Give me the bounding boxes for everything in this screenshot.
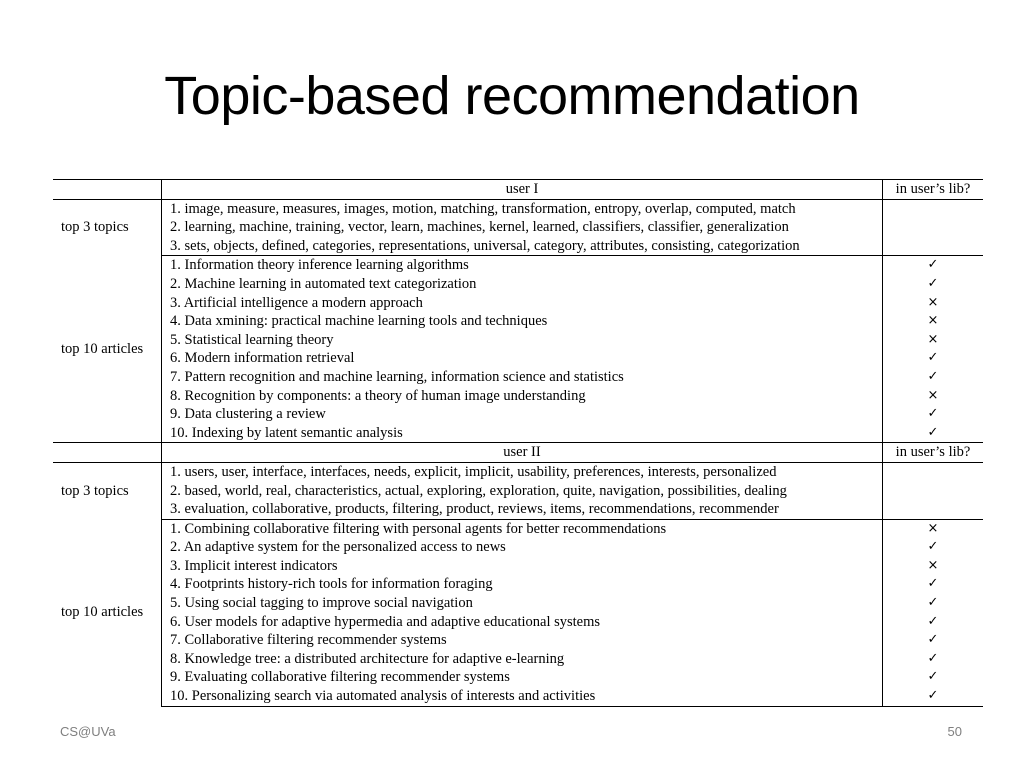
recommendation-table	[53, 179, 983, 707]
topic-text: 2. based, world, real, characteristics, actual, exploring, exploration, quite, navigation, possibilities, dealing	[170, 482, 787, 499]
cross-mark-icon: ×	[883, 312, 984, 331]
article-row	[53, 294, 983, 313]
topic-lib-cell	[883, 500, 984, 519]
topic-lib-cell	[883, 218, 984, 237]
articles-label: top 10 articles	[53, 256, 162, 443]
check-mark-icon: ✓	[883, 538, 984, 557]
topic-text: 1. image, measure, measures, images, motion, matching, transformation, entropy, overlap, computed, match	[170, 200, 796, 217]
article-title: 1. Information theory inference learning algorithms	[170, 257, 469, 274]
article-title: 10. Indexing by latent semantic analysis	[162, 424, 883, 443]
check-mark-icon: ✓	[883, 594, 984, 613]
article-row	[53, 594, 983, 613]
footer-label: CS@UVa	[60, 724, 116, 739]
article-row	[53, 613, 983, 632]
topic-text: 3. sets, objects, defined, categories, representations, universal, category, attributes, consisting, categorization	[162, 237, 883, 256]
slide-title: Topic-based recommendation	[164, 66, 860, 126]
article-row	[53, 331, 983, 350]
article-title: 10. Personalizing search via automated analysis of interests and activities	[162, 687, 883, 706]
article-title: 8. Recognition by components: a theory of human image understanding	[170, 387, 586, 404]
article-row	[53, 387, 983, 406]
check-mark-icon: ✓	[883, 613, 984, 632]
article-row	[53, 538, 983, 557]
check-mark-icon: ✓	[883, 650, 984, 669]
check-mark-icon: ✓	[883, 256, 984, 275]
article-row	[53, 424, 983, 443]
page-number: 50	[947, 724, 962, 739]
article-title: 6. Modern information retrieval	[170, 350, 355, 367]
topic-text: 3. evaluation, collaborative, products, filtering, product, reviews, items, recommendations, recommender	[162, 500, 883, 519]
check-mark-icon: ✓	[883, 424, 984, 443]
topic-lib-cell	[883, 199, 984, 218]
article-row	[53, 256, 983, 275]
section-header-row	[53, 180, 983, 200]
article-row	[53, 349, 983, 368]
article-title: 2. An adaptive system for the personalized access to news	[170, 539, 506, 556]
topic-text: 1. users, user, interface, interfaces, needs, explicit, implicit, usability, preferences, interests, personalized	[170, 463, 777, 480]
topic-lib-cell	[883, 482, 984, 501]
article-row	[53, 519, 983, 538]
article-row	[53, 687, 983, 706]
cross-mark-icon: ×	[883, 557, 984, 576]
cross-mark-icon: ×	[883, 519, 984, 538]
check-mark-icon: ✓	[883, 275, 984, 294]
article-row	[53, 275, 983, 294]
in-lib-header: in user’s lib?	[883, 443, 984, 463]
topics-label: top 3 topics	[53, 462, 162, 519]
article-row	[53, 650, 983, 669]
article-title: 9. Evaluating collaborative filtering recommender systems	[170, 669, 510, 686]
article-title: 2. Machine learning in automated text categorization	[170, 275, 477, 292]
section-header-row	[53, 443, 983, 463]
article-row	[53, 312, 983, 331]
header-empty-cell	[53, 180, 162, 200]
article-row	[53, 631, 983, 650]
topics-label: top 3 topics	[53, 199, 162, 256]
check-mark-icon: ✓	[883, 631, 984, 650]
article-title: 9. Data clustering a review	[170, 406, 326, 423]
check-mark-icon: ✓	[883, 575, 984, 594]
article-title: 3. Implicit interest indicators	[170, 557, 338, 574]
article-title: 5. Using social tagging to improve social navigation	[170, 595, 473, 612]
article-row	[53, 557, 983, 576]
cross-mark-icon: ×	[883, 331, 984, 350]
check-mark-icon: ✓	[883, 349, 984, 368]
topic-lib-cell	[883, 237, 984, 256]
header-empty-cell	[53, 443, 162, 463]
topic-row	[53, 462, 983, 481]
articles-label: top 10 articles	[53, 519, 162, 706]
article-title: 1. Combining collaborative filtering with personal agents for better recommendations	[170, 520, 667, 537]
topic-lib-cell	[883, 462, 984, 481]
article-title: 7. Pattern recognition and machine learning, information science and statistics	[170, 368, 624, 385]
user-header: user I	[162, 180, 883, 200]
article-title: 3. Artificial intelligence a modern approach	[170, 294, 423, 311]
article-title: 4. Data xmining: practical machine learning tools and techniques	[170, 313, 548, 330]
check-mark-icon: ✓	[883, 368, 984, 387]
article-title: 5. Statistical learning theory	[170, 331, 334, 348]
article-title: 7. Collaborative filtering recommender systems	[170, 632, 447, 649]
article-row	[53, 668, 983, 687]
in-lib-header: in user’s lib?	[883, 180, 984, 200]
article-row	[53, 368, 983, 387]
check-mark-icon: ✓	[883, 668, 984, 687]
topic-row	[53, 218, 983, 237]
article-title: 4. Footprints history-rich tools for information foraging	[170, 576, 493, 593]
topic-row	[53, 199, 983, 218]
topic-text: 2. learning, machine, training, vector, learn, machines, kernel, learned, classifiers, classifier, generalization	[170, 219, 789, 236]
check-mark-icon: ✓	[883, 405, 984, 424]
cross-mark-icon: ×	[883, 294, 984, 313]
article-row	[53, 405, 983, 424]
check-mark-icon: ✓	[883, 687, 984, 706]
topic-row	[53, 500, 983, 519]
article-row	[53, 575, 983, 594]
article-title: 6. User models for adaptive hypermedia and adaptive educational systems	[170, 613, 601, 630]
topic-row	[53, 237, 983, 256]
user-header: user II	[162, 443, 883, 463]
cross-mark-icon: ×	[883, 387, 984, 406]
topic-row	[53, 482, 983, 501]
article-title: 8. Knowledge tree: a distributed architecture for adaptive e-learning	[170, 650, 565, 667]
